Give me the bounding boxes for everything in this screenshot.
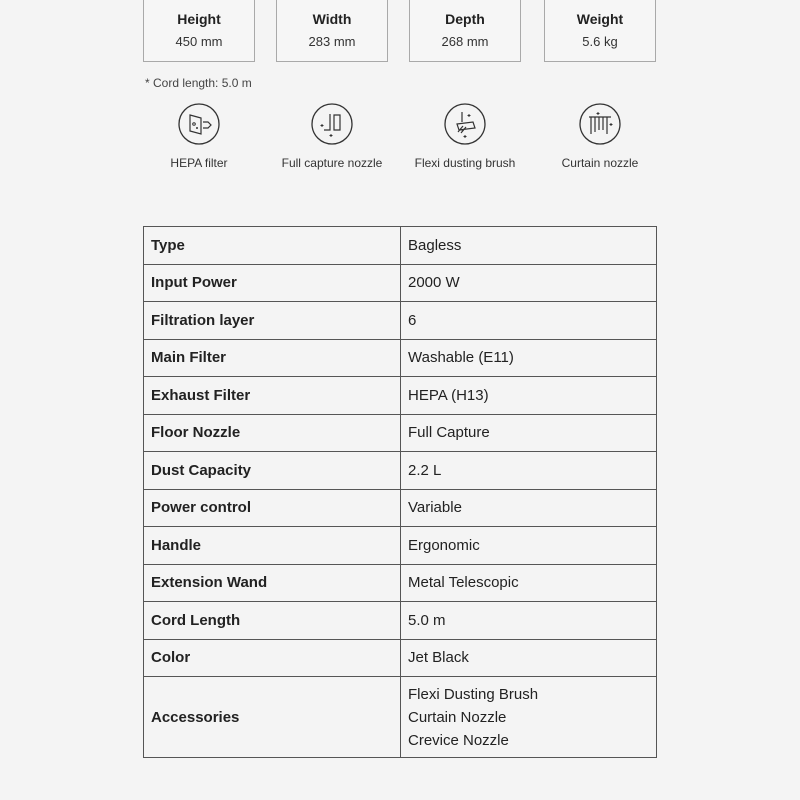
spec-key: Color	[144, 639, 401, 677]
feature-curtain-nozzle	[530, 102, 670, 170]
table-row-accessories	[144, 677, 657, 758]
spec-key: Cord Length	[144, 602, 401, 640]
table-row	[144, 264, 657, 302]
full-capture-nozzle-icon	[310, 102, 354, 146]
curtain-nozzle-icon	[578, 102, 622, 146]
spec-key: Input Power	[144, 264, 401, 302]
spec-key: Type	[144, 227, 401, 265]
dimension-cards	[143, 0, 657, 63]
spec-key: Floor Nozzle	[144, 414, 401, 452]
dimension-card-weight	[544, 0, 656, 62]
spec-key: Accessories	[144, 677, 401, 758]
table-row	[144, 339, 657, 377]
accessory-item: Flexi Dusting Brush	[408, 685, 539, 703]
spec-key: Main Filter	[144, 339, 401, 377]
spec-value: Metal Telescopic	[401, 564, 657, 602]
dimension-card-width	[276, 0, 388, 62]
table-row	[144, 489, 657, 527]
feature-label: Curtain nozzle	[561, 156, 639, 170]
dimension-label: Height	[177, 11, 221, 27]
spec-key: Dust Capacity	[144, 452, 401, 490]
table-row	[144, 602, 657, 640]
feature-label: Flexi dusting brush	[414, 156, 516, 170]
dimension-card-height	[143, 0, 255, 62]
table-row	[144, 302, 657, 340]
table-row	[144, 564, 657, 602]
dimension-label: Depth	[445, 11, 485, 27]
dimension-value: 283 mm	[308, 34, 356, 49]
spec-value: Bagless	[401, 227, 657, 265]
cord-length-note: * Cord length: 5.0 m	[145, 76, 252, 90]
spec-key: Extension Wand	[144, 564, 401, 602]
feature-label: HEPA filter	[170, 156, 228, 170]
table-row	[144, 452, 657, 490]
spec-value: Full Capture	[401, 414, 657, 452]
hepa-filter-icon	[177, 102, 221, 146]
spec-value: HEPA (H13)	[401, 377, 657, 415]
dimension-label: Weight	[576, 11, 624, 27]
table-row	[144, 377, 657, 415]
spec-key: Handle	[144, 527, 401, 565]
table-row	[144, 639, 657, 677]
table-row	[144, 227, 657, 265]
table-row	[144, 414, 657, 452]
spec-key: Filtration layer	[144, 302, 401, 340]
spec-value: 2.2 L	[401, 452, 657, 490]
accessory-item: Curtain Nozzle	[408, 708, 507, 726]
feature-hepa-filter	[129, 102, 269, 170]
feature-flexi-dusting-brush	[395, 102, 535, 170]
table-row	[144, 527, 657, 565]
dimension-card-depth	[409, 0, 521, 62]
dusting-brush-icon	[443, 102, 487, 146]
spec-key: Exhaust Filter	[144, 377, 401, 415]
dimension-value: 268 mm	[441, 34, 489, 49]
accessory-item: Crevice Nozzle	[408, 731, 509, 749]
spec-value: Ergonomic	[401, 527, 657, 565]
dimension-label: Width	[312, 11, 352, 27]
spec-value: 5.0 m	[401, 602, 657, 640]
spec-value: Jet Black	[401, 639, 657, 677]
spec-value: 2000 W	[401, 264, 657, 302]
feature-label: Full capture nozzle	[281, 156, 383, 170]
dimension-value: 450 mm	[175, 34, 223, 49]
spec-key: Power control	[144, 489, 401, 527]
spec-table	[143, 226, 657, 758]
spec-value	[401, 677, 657, 758]
feature-full-capture-nozzle	[262, 102, 402, 170]
spec-value: Washable (E11)	[401, 339, 657, 377]
dimension-value: 5.6 kg	[582, 34, 618, 49]
spec-value: 6	[401, 302, 657, 340]
spec-value: Variable	[401, 489, 657, 527]
